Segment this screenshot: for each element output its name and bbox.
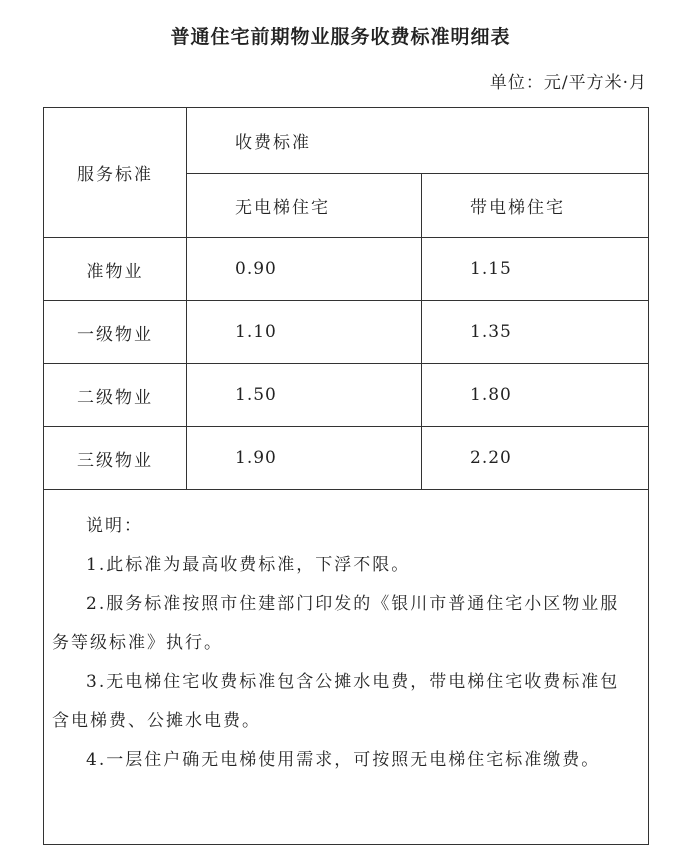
- level-cell: 二级物业: [44, 364, 187, 427]
- level-cell: 一级物业: [44, 301, 187, 364]
- no-elevator-fee-cell: 1.10: [187, 301, 422, 364]
- note-item: 4.一层住户确无电梯使用需求，可按照无电梯住宅标准缴费。: [86, 750, 601, 770]
- table-row: [44, 364, 649, 427]
- page-title: 普通住宅前期物业服务收费标准明细表: [170, 26, 511, 48]
- note-item: 1.此标准为最高收费标准，下浮不限。: [86, 555, 411, 575]
- notes-cell: [44, 490, 649, 845]
- note-item: 2.服务标准按照市住建部门印发的《银川市普通住宅小区物业服务等级标准》执行。: [52, 594, 620, 653]
- table-row: [44, 238, 649, 301]
- elevator-fee-cell: 1.35: [422, 301, 649, 364]
- elevator-fee-cell: 2.20: [422, 427, 649, 490]
- elevator-fee-cell: 1.15: [422, 238, 649, 301]
- note-item: 3.无电梯住宅收费标准包含公摊水电费，带电梯住宅收费标准包含电梯费、公摊水电费。: [52, 672, 620, 731]
- fee-table: [43, 107, 649, 845]
- unit-label: 单位：元/平方米·月: [489, 73, 647, 93]
- header-fee-standard: 收费标准: [187, 108, 649, 174]
- notes-heading: 说明：: [86, 516, 143, 536]
- level-cell: 准物业: [44, 238, 187, 301]
- elevator-fee-cell: 1.80: [422, 364, 649, 427]
- header-elevator: 带电梯住宅: [422, 174, 649, 238]
- header-no-elevator: 无电梯住宅: [187, 174, 422, 238]
- header-service-standard: 服务标准: [44, 108, 187, 238]
- no-elevator-fee-cell: 0.90: [187, 238, 422, 301]
- no-elevator-fee-cell: 1.50: [187, 364, 422, 427]
- table-row: [44, 301, 649, 364]
- no-elevator-fee-cell: 1.90: [187, 427, 422, 490]
- table-row: [44, 427, 649, 490]
- notes-section: [44, 490, 648, 780]
- level-cell: 三级物业: [44, 427, 187, 490]
